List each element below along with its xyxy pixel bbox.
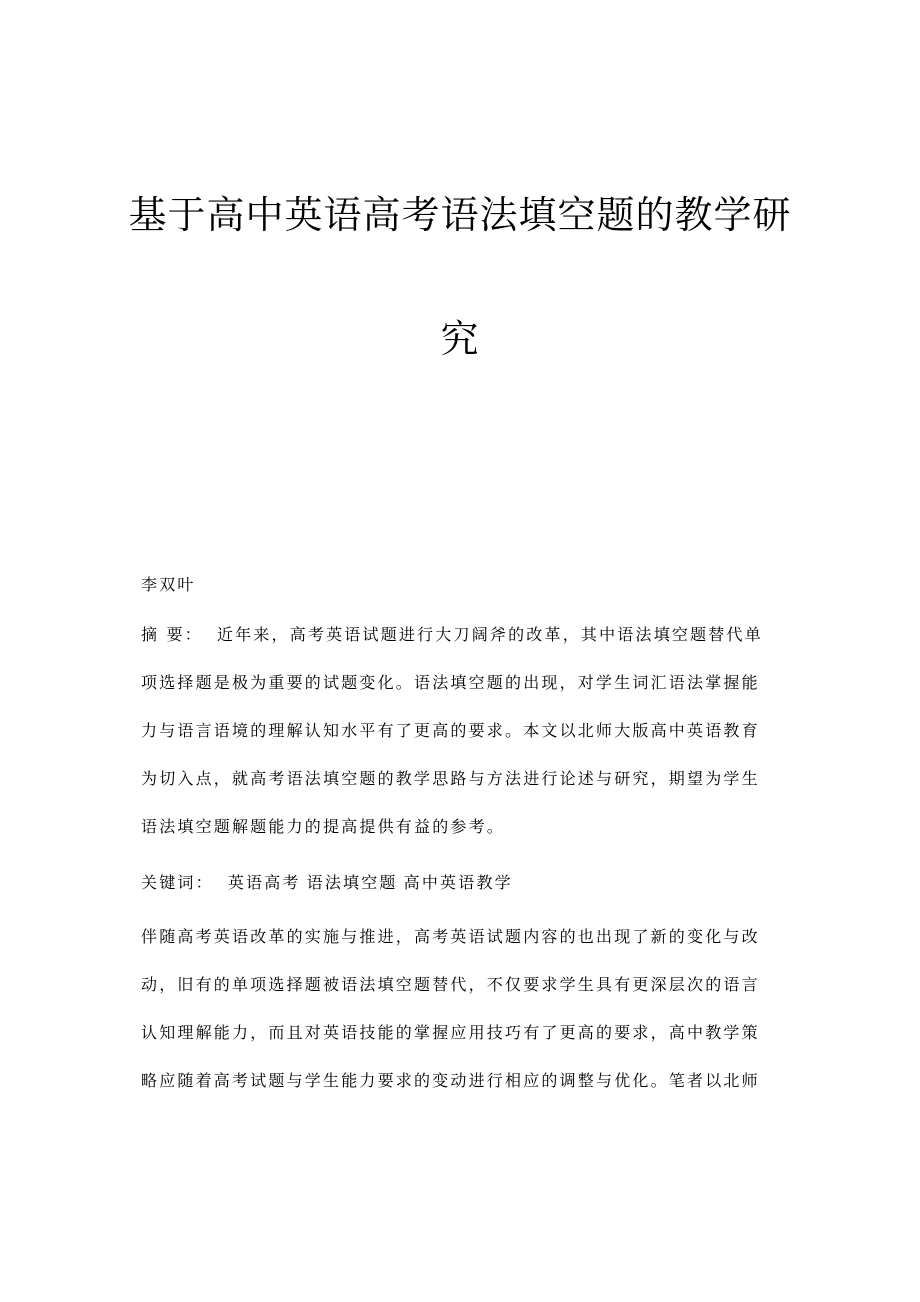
- abstract-label: 摘 要：: [141, 625, 203, 644]
- author-name: 李双叶: [141, 575, 196, 594]
- intro-line: 略应随着高考试题与学生能力要求的变动进行相应的调整与优化。笔者以北师: [141, 1071, 760, 1090]
- abstract-line: 力与语言语境的理解认知水平有了更高的要求。本文以北师大版高中英语教育: [141, 721, 760, 740]
- abstract-line: 项选择题是极为重要的试题变化。语法填空题的出现，对学生词汇语法掌握能: [141, 673, 760, 692]
- abstract-section: [141, 618, 781, 858]
- document-title-line-2: 究: [440, 317, 480, 361]
- abstract-line: 为切入点，就高考语法填空题的教学思路与方法进行论述与研究，期望为学生: [141, 769, 760, 788]
- document-title-line-1: 基于高中英语高考语法填空题的教学研: [128, 193, 792, 237]
- keyword: 语法填空题: [306, 873, 398, 892]
- keyword: 高中英语教学: [403, 873, 513, 892]
- keywords-line: [141, 866, 781, 900]
- intro-paragraph: [141, 920, 781, 1112]
- intro-line: 伴随高考英语改革的实施与推进，高考英语试题内容的也出现了新的变化与改: [141, 927, 760, 946]
- keyword: 英语高考: [227, 873, 301, 892]
- keywords-label: 关键词：: [141, 873, 214, 892]
- abstract-line: 语法填空题解题能力的提高提供有益的参考。: [141, 817, 506, 836]
- abstract-text: 近年来，高考英语试题进行大刀阔斧的改革，其中语法填空题替代单: [216, 625, 763, 644]
- intro-line: 认知理解能力，而且对英语技能的掌握应用技巧有了更高的要求，高中教学策: [141, 1023, 760, 1042]
- intro-line: 动，旧有的单项选择题被语法填空题替代，不仅要求学生具有更深层次的语言: [141, 975, 760, 994]
- abstract-line: [141, 618, 781, 666]
